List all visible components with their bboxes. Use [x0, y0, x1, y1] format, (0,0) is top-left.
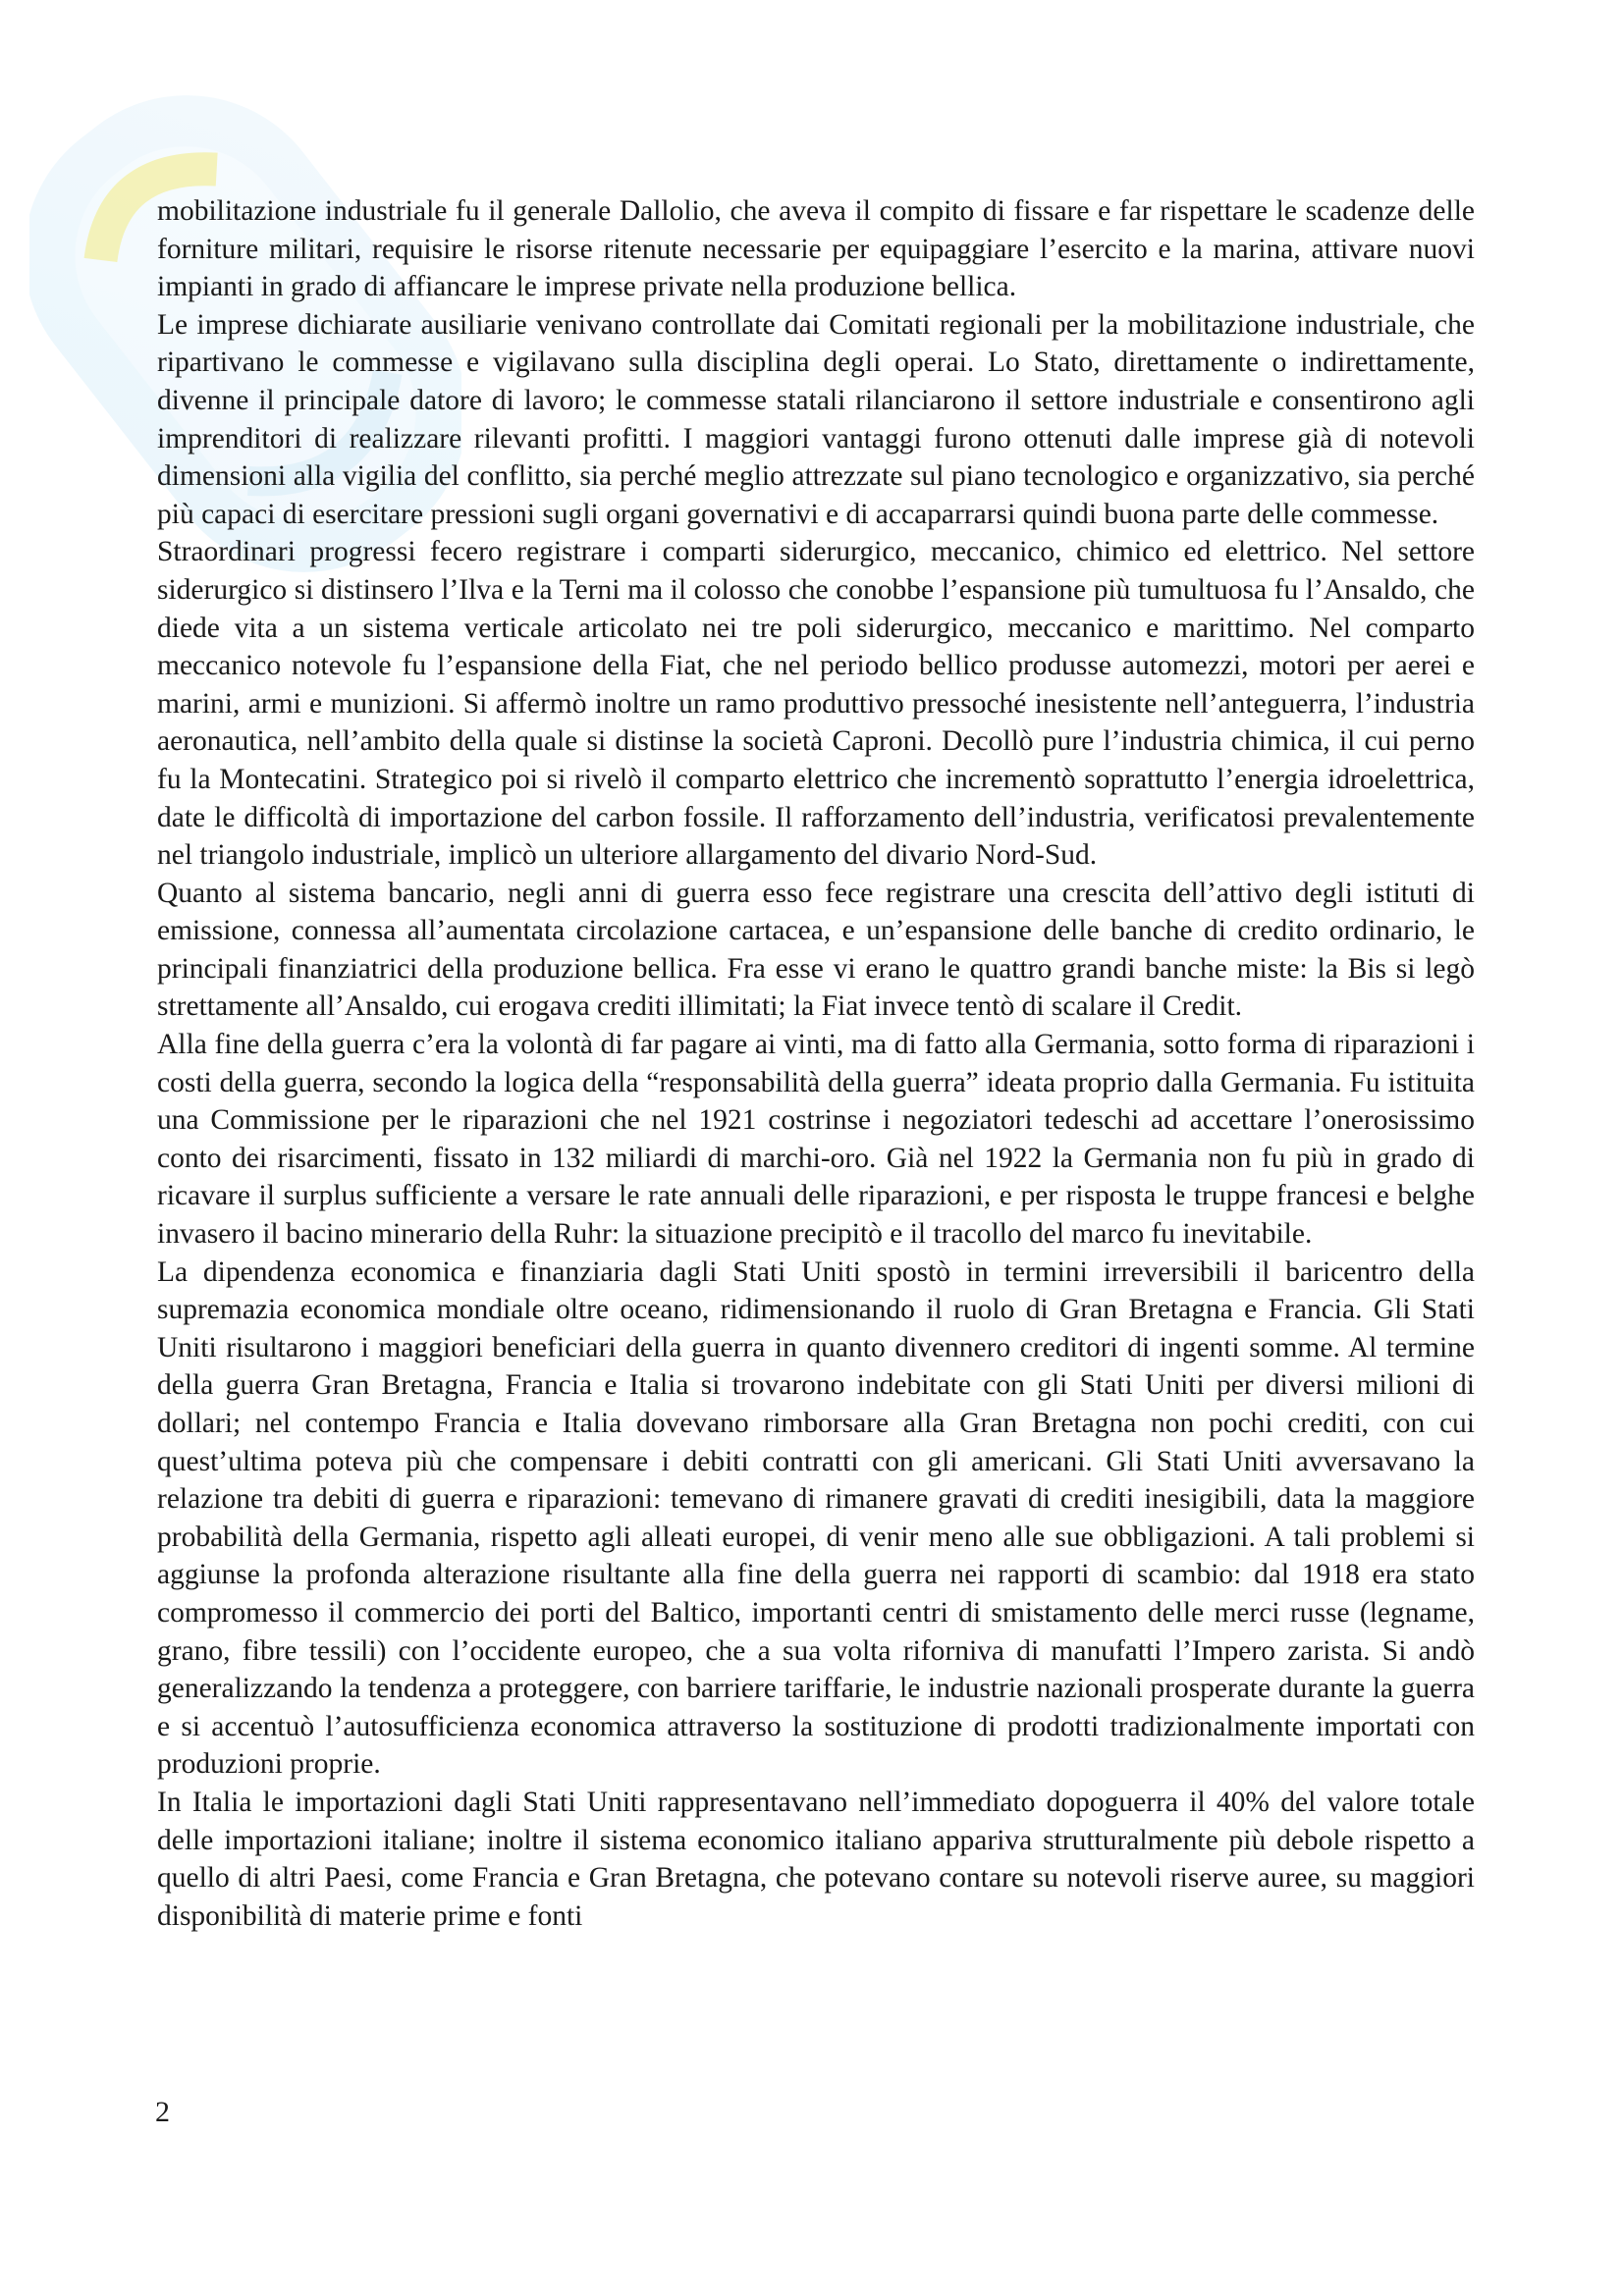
page-number: 2	[155, 2096, 170, 2128]
paragraph-importazioni-italia: In Italia le importazioni dagli Stati Uniti rappresentavano nell’immediato dopoguerra il 40% del valore totale delle importazioni italiane; inoltre il sistema economico italiano appariva strutturalmente più debole rispetto a quello di altri Paesi, come Francia e Gran Bretagna, che potevano contare su notevoli riserve auree, su maggiori disponibilità di materie prime e fonti	[157, 1786, 1475, 1932]
paragraph-sistema-bancario: Quanto al sistema bancario, negli anni di guerra esso fece registrare una crescita dell’attivo degli istituti di emissione, connessa all’aumentata circolazione cartacea, e un’espansione delle banche di credito ordinario, le principali finanziatrici della produzione bellica. Fra esse vi erano le quattro grandi banche miste: la Bis si legò strettamente all’Ansaldo, cui erogava crediti illimitati; la Fiat invece tentò di scalare il Credit.	[157, 877, 1475, 1023]
paragraph-mobilitazione: mobilitazione industriale fu il generale Dallolio, che aveva il compito di fissare e far rispettare le scadenze delle forniture militari, requisire le risorse ritenute necessarie per equipaggiare l’esercito e la marina, attivare nuovi impianti in grado di affiancare le imprese private nella produzione bellica.	[157, 195, 1475, 303]
paragraph-stati-uniti: La dipendenza economica e finanziaria dagli Stati Uniti spostò in termini irreversibili il baricentro della supremazia economica mondiale oltre oceano, ridimensionando il ruolo di Gran Bretagna e Francia. Gli Stati Uniti risultarono i maggiori beneficiari della guerra in quanto divennero creditori di ingenti somme. Al termine della guerra Gran Bretagna, Francia e Italia si trovarono indebitate con gli Stati Uniti per diversi milioni di dollari; nel contempo Francia e Italia dovevano rimborsare alla Gran Bretagna non pochi crediti, con cui quest’ultima poteva più che compensare i debiti contratti con gli americani. Gli Stati Uniti avversavano la relazione tra debiti di guerra e riparazioni: temevano di rimanere gravati di crediti inesigibili, data la maggiore probabilità della Germania, rispetto agli alleati europei, di venir meno alle sue obbligazioni. A tali problemi si aggiunse la profonda alterazione risultante alla fine della guerra nei rapporti di scambio: dal 1918 era stato compromesso il commercio dei porti del Baltico, importanti centri di smistamento delle merci russe (legname, grano, fibre tessili) con l’occidente europeo, che a sua volta riforniva di manufatti l’Impero zarista. Si andò generalizzando la tendenza a proteggere, con barriere tariffarie, le industrie nazionali prosperate durante la guerra e si accentuò l’autosufficienza economica attraverso la sostituzione di prodotti tradizionalmente importati con produzioni proprie.	[157, 1255, 1475, 1781]
page-body	[157, 192, 1475, 1935]
paragraph-comparti-industriali: Straordinari progressi fecero registrare i comparti siderurgico, meccanico, chimico ed elettrico. Nel settore siderurgico si distinsero l’Ilva e la Terni ma il colosso che conobbe l’espansione più tumultuosa fu l’Ansaldo, che diede vita a un sistema verticale articolato nei tre poli siderurgico, meccanico e marittimo. Nel comparto meccanico notevole fu l’espansione della Fiat, che nel periodo bellico produsse automezzi, motori per aerei e marini, armi e munizioni. Si affermò inoltre un ramo produttivo pressoché inesistente nell’anteguerra, l’industria aeronautica, nell’ambito della quale si distinse la società Caproni. Decollò pure l’industria chimica, il cui perno fu la Montecatini. Strategico poi si rivelò il comparto elettrico che incrementò soprattutto l’energia idroelettrica, date le difficoltà di importazione del carbon fossile. Il rafforzamento dell’industria, verificatosi prevalentemente nel triangolo industriale, implicò un ulteriore allargamento del divario Nord-Sud.	[157, 536, 1475, 872]
paragraph-riparazioni: Alla fine della guerra c’era la volontà di far pagare ai vinti, ma di fatto alla Germania, sotto forma di riparazioni i costi della guerra, secondo la logica della “responsabilità della guerra” ideata proprio dalla Germania. Fu istituita una Commissione per le riparazioni che nel 1921 costrinse i negoziatori tedeschi ad accettare l’onerosissimo conto dei risarcimenti, fissato in 132 miliardi di marchi-oro. Già nel 1922 la Germania non fu più in grado di ricavare il surplus sufficiente a versare le rate annuali delle riparazioni, e per risposta le truppe francesi e belghe invasero il bacino minerario della Ruhr: la situazione precipitò e il tracollo del marco fu inevitabile.	[157, 1029, 1475, 1251]
paragraph-imprese-ausiliarie: Le imprese dichiarate ausiliarie venivano controllate dai Comitati regionali per la mobilitazione industriale, che ripartivano le commesse e vigilavano sulla disciplina degli operai. Lo Stato, direttamente o indirettamente, divenne il principale datore di lavoro; le commesse statali rilanciarono il settore industriale e consentirono agli imprenditori di realizzare rilevanti profitti. I maggiori vantaggi furono ottenuti dalle imprese già di notevoli dimensioni alla vigilia del conflitto, sia perché meglio attrezzate sul piano tecnologico e organizzativo, sia perché più capaci di esercitare pressioni sugli organi governativi e di accaparrarsi quindi buona parte delle commesse.	[157, 308, 1475, 530]
